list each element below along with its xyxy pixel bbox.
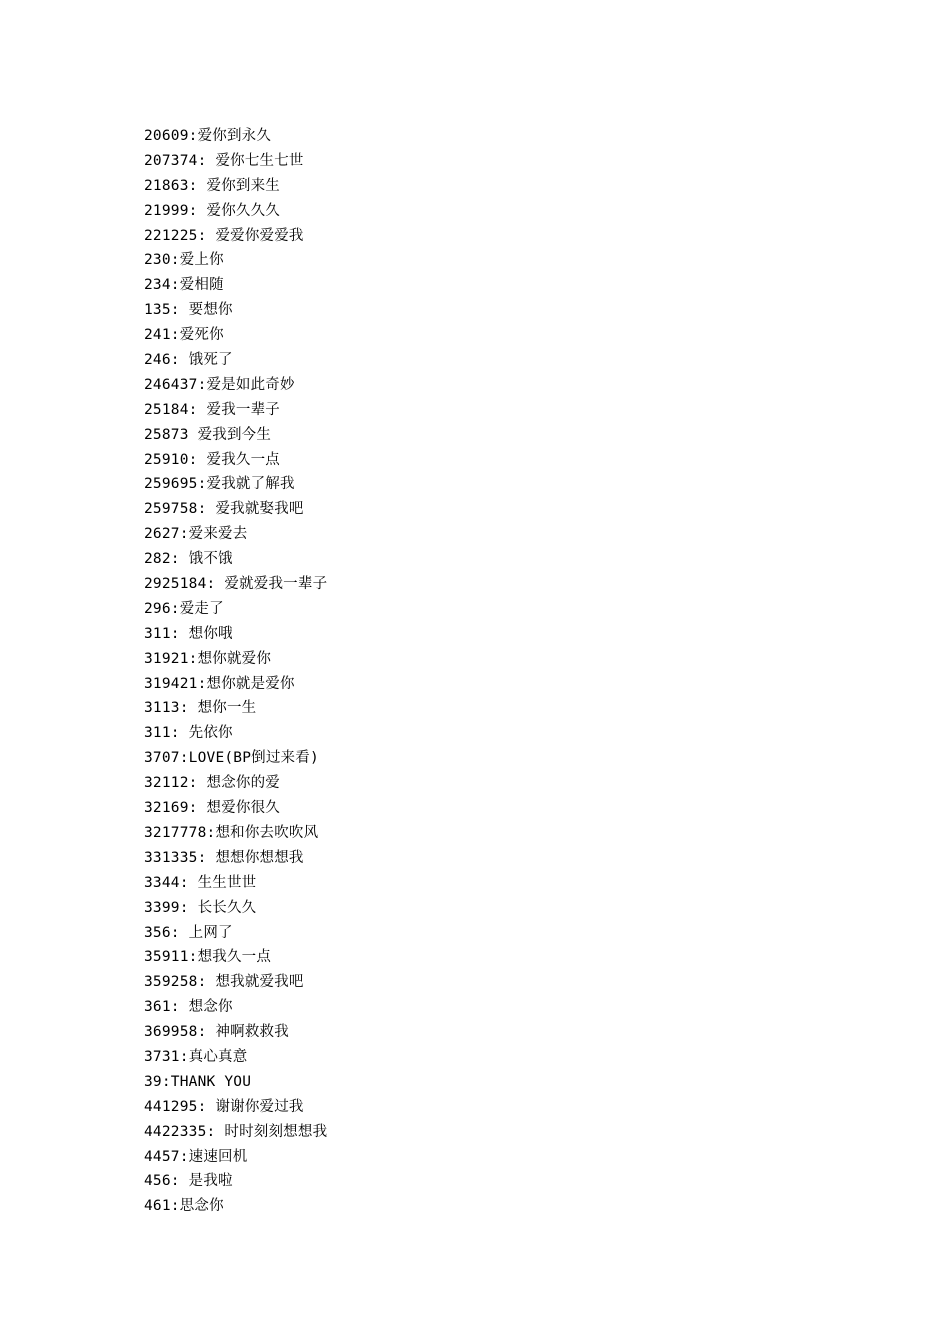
code-line: 441295: 谢谢你爱过我 [144,1098,304,1115]
code-line: 369958: 神啊救救我 [144,1024,289,1041]
code-line: 21863: 爱你到来生 [144,177,281,194]
code-line: 221225: 爱爱你爱爱我 [144,227,304,244]
code-line: 25184: 爱我一辈子 [144,401,281,418]
code-line: 207374: 爱你七生七世 [144,152,304,169]
code-line: 246437:爱是如此奇妙 [144,376,295,393]
code-line: 259695:爱我就了解我 [144,476,295,493]
code-line: 311: 想你哦 [144,625,233,642]
code-line: 246: 饿死了 [144,352,233,369]
code-line: 20609:爱你到永久 [144,128,272,144]
code-line: 361: 想念你 [144,999,233,1016]
code-line: 3707:LOVE(BP倒过来看) [144,750,319,767]
code-line: 282: 饿不饿 [144,551,233,568]
code-line: 31921:想你就爱你 [144,650,272,667]
code-line: 234:爱相随 [144,277,224,294]
code-line: 296:爱走了 [144,600,224,617]
code-line: 230:爱上你 [144,252,224,269]
code-line: 25873 爱我到今生 [144,426,272,443]
code-line: 331335: 想想你想想我 [144,849,304,866]
code-line: 135: 要想你 [144,302,233,319]
code-line: 2925184: 爱就爱我一辈子 [144,576,328,593]
code-line: 259758: 爱我就娶我吧 [144,501,304,518]
code-line: 35911:想我久一点 [144,949,272,966]
code-line: 2627:爱来爱去 [144,526,248,543]
code-line: 461:思念你 [144,1198,224,1215]
code-list [144,124,784,1219]
code-line: 32112: 想念你的爱 [144,775,281,792]
code-line: 4422335: 时时刻刻想想我 [144,1123,328,1140]
code-line: 3731:真心真意 [144,1048,248,1065]
code-line: 21999: 爱你久久久 [144,202,281,219]
code-line: 3217778:想和你去吹吹风 [144,824,319,841]
code-line: 3113: 想你一生 [144,700,257,717]
code-line: 456: 是我啦 [144,1173,233,1190]
code-line: 32169: 想爱你很久 [144,800,281,817]
code-line: 241:爱死你 [144,327,224,344]
code-line: 356: 上网了 [144,924,233,941]
code-line: 25910: 爱我久一点 [144,451,281,468]
code-line: 39:THANK YOU [144,1073,252,1090]
code-line: 3399: 长长久久 [144,899,257,916]
code-line: 359258: 想我就爱我吧 [144,974,304,991]
code-line: 4457:速速回机 [144,1148,248,1165]
code-line: 319421:想你就是爱你 [144,675,295,692]
code-line: 3344: 生生世世 [144,874,257,891]
code-line: 311: 先依你 [144,725,233,742]
